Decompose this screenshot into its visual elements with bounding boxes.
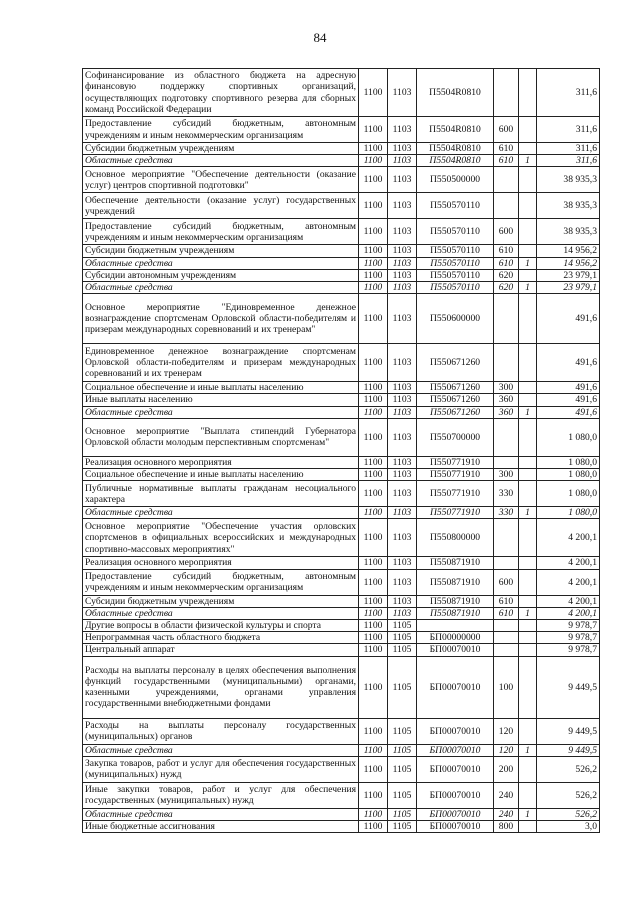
cell-subsection: 1105 (388, 782, 417, 808)
table-row (83, 219, 600, 245)
table-row (83, 193, 600, 219)
cell-name: Основное мероприятие "Обеспечение участия орловских спортсменов в официальных всероссийских и международных спортивно-массовых мероприятиях" (83, 519, 359, 557)
cell-name: Предоставление субсидий бюджетным, автономным учреждениям и иным некоммерческим организациям (83, 219, 359, 245)
cell-target-article: П550871910 (417, 557, 494, 569)
cell-section: 1100 (359, 456, 388, 468)
cell-section: 1100 (359, 294, 388, 344)
budget-table-body (83, 69, 600, 833)
cell-expense-type: 620 (494, 269, 519, 281)
cell-amount: 491,6 (537, 406, 600, 418)
cell-expense-type (494, 620, 519, 632)
table-row (83, 569, 600, 595)
cell-source: 1 (519, 607, 537, 619)
cell-expense-type: 360 (494, 406, 519, 418)
cell-section: 1100 (359, 644, 388, 656)
cell-subsection: 1103 (388, 143, 417, 155)
cell-amount: 38 935,3 (537, 219, 600, 245)
cell-amount: 14 956,2 (537, 257, 600, 269)
table-row (83, 656, 600, 718)
cell-target-article: П550671260 (417, 394, 494, 406)
cell-section: 1100 (359, 821, 388, 833)
cell-amount: 4 200,1 (537, 519, 600, 557)
cell-amount: 3,0 (537, 821, 600, 833)
table-row (83, 469, 600, 481)
cell-expense-type: 300 (494, 469, 519, 481)
table-row (83, 294, 600, 344)
cell-name: Другие вопросы в области физической культуры и спорта (83, 620, 359, 632)
cell-section: 1100 (359, 69, 388, 117)
cell-target-article: П550570110 (417, 193, 494, 219)
cell-section: 1100 (359, 155, 388, 167)
cell-section: 1100 (359, 469, 388, 481)
cell-expense-type: 240 (494, 808, 519, 820)
cell-subsection: 1105 (388, 620, 417, 632)
cell-amount: 491,6 (537, 294, 600, 344)
cell-source: 1 (519, 406, 537, 418)
cell-source: 1 (519, 507, 537, 519)
table-row (83, 418, 600, 456)
cell-source (519, 620, 537, 632)
table-row (83, 167, 600, 193)
cell-name: Иные бюджетные ассигнования (83, 821, 359, 833)
cell-amount: 526,2 (537, 808, 600, 820)
cell-amount: 491,6 (537, 382, 600, 394)
table-row (83, 632, 600, 644)
cell-source (519, 245, 537, 257)
cell-target-article: П550871910 (417, 607, 494, 619)
cell-subsection: 1103 (388, 117, 417, 143)
table-row (83, 718, 600, 744)
cell-source (519, 656, 537, 718)
cell-section: 1100 (359, 632, 388, 644)
cell-name: Субсидии бюджетным учреждениям (83, 143, 359, 155)
cell-target-article: П550570110 (417, 245, 494, 257)
cell-subsection: 1103 (388, 382, 417, 394)
cell-source (519, 557, 537, 569)
table-row (83, 257, 600, 269)
table-row (83, 143, 600, 155)
cell-amount: 526,2 (537, 782, 600, 808)
cell-target-article: П550600000 (417, 294, 494, 344)
cell-target-article: П5504R0810 (417, 69, 494, 117)
table-row (83, 821, 600, 833)
cell-subsection: 1105 (388, 632, 417, 644)
cell-expense-type: 200 (494, 756, 519, 782)
cell-subsection: 1105 (388, 808, 417, 820)
cell-expense-type: 330 (494, 481, 519, 507)
cell-name: Областные средства (83, 744, 359, 756)
budget-table (82, 68, 600, 833)
cell-source (519, 117, 537, 143)
cell-section: 1100 (359, 117, 388, 143)
cell-source (519, 394, 537, 406)
cell-amount: 9 449,5 (537, 744, 600, 756)
cell-name: Непрограммная часть областного бюджета (83, 632, 359, 644)
cell-name: Областные средства (83, 155, 359, 167)
table-row (83, 607, 600, 619)
cell-section: 1100 (359, 620, 388, 632)
cell-source (519, 595, 537, 607)
cell-expense-type: 610 (494, 595, 519, 607)
cell-section: 1100 (359, 756, 388, 782)
cell-target-article (417, 620, 494, 632)
cell-name: Реализация основного мероприятия (83, 557, 359, 569)
cell-amount: 1 080,0 (537, 418, 600, 456)
cell-subsection: 1105 (388, 744, 417, 756)
cell-expense-type: 330 (494, 507, 519, 519)
cell-subsection: 1103 (388, 344, 417, 382)
cell-section: 1100 (359, 519, 388, 557)
cell-amount: 311,6 (537, 69, 600, 117)
cell-target-article: П550771910 (417, 469, 494, 481)
cell-amount: 311,6 (537, 155, 600, 167)
cell-name: Единовременное денежное вознаграждение спортсменам Орловской области-победителям и призерам международных соревнований и их тренерам (83, 344, 359, 382)
table-row (83, 481, 600, 507)
cell-name: Предоставление субсидий бюджетным, автономным учреждениям и иным некоммерческим организациям (83, 117, 359, 143)
cell-source (519, 418, 537, 456)
cell-name: Основное мероприятие "Единовременное денежное вознаграждение спортсменам Орловской области-победителям и призерам международных соревнований и их тренерам" (83, 294, 359, 344)
cell-name: Центральный аппарат (83, 644, 359, 656)
cell-expense-type (494, 632, 519, 644)
cell-section: 1100 (359, 782, 388, 808)
cell-target-article: П550671260 (417, 406, 494, 418)
cell-amount: 14 956,2 (537, 245, 600, 257)
cell-name: Основное мероприятие "Обеспечение деятельности (оказание услуг) центров спортивной подготовки" (83, 167, 359, 193)
cell-section: 1100 (359, 595, 388, 607)
cell-amount: 4 200,1 (537, 569, 600, 595)
cell-target-article: БП00070010 (417, 744, 494, 756)
cell-name: Основное мероприятие "Выплата стипендий Губернатора Орловской области молодым перспективным спортсменам" (83, 418, 359, 456)
cell-subsection: 1105 (388, 821, 417, 833)
cell-source (519, 294, 537, 344)
cell-name: Социальное обеспечение и иные выплаты населению (83, 469, 359, 481)
cell-subsection: 1103 (388, 219, 417, 245)
cell-section: 1100 (359, 245, 388, 257)
cell-expense-type (494, 418, 519, 456)
cell-section: 1100 (359, 344, 388, 382)
cell-source: 1 (519, 282, 537, 294)
cell-source (519, 382, 537, 394)
cell-target-article: П550671260 (417, 344, 494, 382)
cell-section: 1100 (359, 143, 388, 155)
cell-source (519, 269, 537, 281)
cell-target-article: П550500000 (417, 167, 494, 193)
cell-amount: 1 080,0 (537, 481, 600, 507)
cell-subsection: 1105 (388, 644, 417, 656)
cell-subsection: 1103 (388, 418, 417, 456)
table-row (83, 595, 600, 607)
cell-amount: 4 200,1 (537, 607, 600, 619)
cell-expense-type: 600 (494, 219, 519, 245)
table-row (83, 644, 600, 656)
cell-expense-type (494, 456, 519, 468)
cell-amount: 23 979,1 (537, 282, 600, 294)
cell-expense-type: 610 (494, 257, 519, 269)
cell-amount: 9 978,7 (537, 632, 600, 644)
cell-amount: 491,6 (537, 394, 600, 406)
cell-target-article: П5504R0810 (417, 155, 494, 167)
cell-name: Социальное обеспечение и иные выплаты населению (83, 382, 359, 394)
cell-source: 1 (519, 808, 537, 820)
cell-subsection: 1103 (388, 406, 417, 418)
cell-name: Закупка товаров, работ и услуг для обеспечения государственных (муниципальных) нужд (83, 756, 359, 782)
cell-section: 1100 (359, 607, 388, 619)
cell-subsection: 1103 (388, 607, 417, 619)
table-row (83, 507, 600, 519)
cell-subsection: 1103 (388, 519, 417, 557)
cell-section: 1100 (359, 557, 388, 569)
cell-section: 1100 (359, 808, 388, 820)
table-row (83, 782, 600, 808)
cell-target-article: П550771910 (417, 456, 494, 468)
cell-subsection: 1103 (388, 481, 417, 507)
cell-expense-type: 610 (494, 245, 519, 257)
cell-name: Иные выплаты населению (83, 394, 359, 406)
cell-name: Субсидии бюджетным учреждениям (83, 595, 359, 607)
cell-amount: 23 979,1 (537, 269, 600, 281)
cell-amount: 1 080,0 (537, 469, 600, 481)
cell-expense-type: 300 (494, 382, 519, 394)
cell-name: Областные средства (83, 257, 359, 269)
cell-section: 1100 (359, 257, 388, 269)
cell-source (519, 69, 537, 117)
cell-subsection: 1103 (388, 245, 417, 257)
table-row (83, 117, 600, 143)
page-number: 84 (313, 30, 327, 45)
cell-subsection: 1105 (388, 656, 417, 718)
table-row (83, 620, 600, 632)
cell-source (519, 718, 537, 744)
cell-subsection: 1103 (388, 469, 417, 481)
cell-expense-type (494, 644, 519, 656)
cell-subsection: 1103 (388, 595, 417, 607)
cell-subsection: 1105 (388, 756, 417, 782)
cell-source (519, 143, 537, 155)
cell-target-article: БП00070010 (417, 808, 494, 820)
cell-expense-type: 600 (494, 569, 519, 595)
cell-target-article: П550871910 (417, 569, 494, 595)
table-row (83, 69, 600, 117)
cell-name: Иные закупки товаров, работ и услуг для обеспечения государственных (муниципальных) нужд (83, 782, 359, 808)
cell-source (519, 469, 537, 481)
cell-target-article: БП00000000 (417, 632, 494, 644)
cell-source (519, 344, 537, 382)
cell-expense-type: 800 (494, 821, 519, 833)
cell-name: Областные средства (83, 507, 359, 519)
cell-section: 1100 (359, 219, 388, 245)
cell-source (519, 821, 537, 833)
cell-subsection: 1103 (388, 294, 417, 344)
cell-name: Расходы на выплаты персоналу государственных (муниципальных) органов (83, 718, 359, 744)
cell-expense-type: 610 (494, 607, 519, 619)
cell-subsection: 1105 (388, 718, 417, 744)
cell-source (519, 167, 537, 193)
cell-section: 1100 (359, 269, 388, 281)
cell-name: Областные средства (83, 406, 359, 418)
cell-amount: 38 935,3 (537, 167, 600, 193)
cell-name: Обеспечение деятельности (оказание услуг) государственных учреждений (83, 193, 359, 219)
cell-name: Предоставление субсидий бюджетным, автономным учреждениям и иным некоммерческим организациям (83, 569, 359, 595)
table-row (83, 269, 600, 281)
cell-amount: 9 449,5 (537, 718, 600, 744)
cell-amount: 4 200,1 (537, 557, 600, 569)
cell-section: 1100 (359, 282, 388, 294)
cell-section: 1100 (359, 481, 388, 507)
cell-target-article: БП00070010 (417, 656, 494, 718)
cell-expense-type: 600 (494, 117, 519, 143)
table-row (83, 245, 600, 257)
cell-section: 1100 (359, 569, 388, 595)
cell-expense-type (494, 69, 519, 117)
table-row (83, 282, 600, 294)
cell-source (519, 644, 537, 656)
cell-name: Расходы на выплаты персоналу в целях обеспечения выполнения функций государственными (муниципальными) органами, казенными учреждениями, органами управления государственными внебюджетными фондами (83, 656, 359, 718)
cell-expense-type: 610 (494, 143, 519, 155)
cell-expense-type (494, 167, 519, 193)
table-row (83, 756, 600, 782)
cell-amount: 526,2 (537, 756, 600, 782)
cell-amount: 9 449,5 (537, 656, 600, 718)
cell-section: 1100 (359, 656, 388, 718)
cell-source: 1 (519, 155, 537, 167)
cell-target-article: БП00070010 (417, 821, 494, 833)
cell-subsection: 1103 (388, 394, 417, 406)
cell-section: 1100 (359, 718, 388, 744)
cell-amount: 38 935,3 (537, 193, 600, 219)
cell-target-article: П550871910 (417, 595, 494, 607)
table-row (83, 406, 600, 418)
cell-source (519, 569, 537, 595)
cell-source: 1 (519, 257, 537, 269)
table-row (83, 382, 600, 394)
cell-source (519, 456, 537, 468)
cell-name: Софинансирование из областного бюджета на адресную финансовую поддержку спортивных организаций, осуществляющих подготовку спортивного резерва для сборных команд Российской Федерации (83, 69, 359, 117)
table-row (83, 744, 600, 756)
cell-section: 1100 (359, 744, 388, 756)
cell-subsection: 1103 (388, 257, 417, 269)
cell-section: 1100 (359, 406, 388, 418)
table-row (83, 155, 600, 167)
cell-target-article: П550570110 (417, 269, 494, 281)
table-row (83, 808, 600, 820)
cell-subsection: 1103 (388, 269, 417, 281)
cell-subsection: 1103 (388, 193, 417, 219)
cell-source (519, 219, 537, 245)
cell-subsection: 1103 (388, 557, 417, 569)
cell-source (519, 193, 537, 219)
cell-subsection: 1103 (388, 69, 417, 117)
cell-section: 1100 (359, 193, 388, 219)
cell-name: Областные средства (83, 808, 359, 820)
cell-amount: 1 080,0 (537, 507, 600, 519)
cell-target-article: П550570110 (417, 257, 494, 269)
cell-expense-type: 360 (494, 394, 519, 406)
table-row (83, 394, 600, 406)
cell-subsection: 1103 (388, 282, 417, 294)
cell-expense-type: 610 (494, 155, 519, 167)
cell-name: Субсидии автономным учреждениям (83, 269, 359, 281)
cell-target-article: П5504R0810 (417, 117, 494, 143)
cell-target-article: П550771910 (417, 481, 494, 507)
table-row (83, 344, 600, 382)
cell-target-article: П550700000 (417, 418, 494, 456)
cell-expense-type: 120 (494, 744, 519, 756)
table-row (83, 519, 600, 557)
cell-expense-type: 120 (494, 718, 519, 744)
cell-section: 1100 (359, 507, 388, 519)
cell-name: Публичные нормативные выплаты гражданам несоциального характера (83, 481, 359, 507)
cell-expense-type (494, 519, 519, 557)
cell-section: 1100 (359, 167, 388, 193)
cell-amount: 4 200,1 (537, 595, 600, 607)
cell-amount: 491,6 (537, 344, 600, 382)
cell-amount: 311,6 (537, 117, 600, 143)
cell-subsection: 1103 (388, 456, 417, 468)
cell-amount: 1 080,0 (537, 456, 600, 468)
cell-target-article: БП00070010 (417, 718, 494, 744)
cell-amount: 9 978,7 (537, 644, 600, 656)
cell-expense-type: 100 (494, 656, 519, 718)
cell-name: Субсидии бюджетным учреждениям (83, 245, 359, 257)
cell-target-article: П550800000 (417, 519, 494, 557)
cell-amount: 9 978,7 (537, 620, 600, 632)
cell-name: Областные средства (83, 607, 359, 619)
cell-subsection: 1103 (388, 569, 417, 595)
cell-expense-type (494, 193, 519, 219)
cell-target-article: П550771910 (417, 507, 494, 519)
cell-subsection: 1103 (388, 507, 417, 519)
cell-source (519, 632, 537, 644)
cell-expense-type (494, 294, 519, 344)
cell-target-article: БП00070010 (417, 782, 494, 808)
cell-name: Областные средства (83, 282, 359, 294)
cell-amount: 311,6 (537, 143, 600, 155)
cell-source: 1 (519, 744, 537, 756)
cell-subsection: 1103 (388, 167, 417, 193)
cell-target-article: П550671260 (417, 382, 494, 394)
cell-target-article: П550570110 (417, 219, 494, 245)
cell-section: 1100 (359, 394, 388, 406)
table-row (83, 456, 600, 468)
cell-target-article: БП00070010 (417, 756, 494, 782)
cell-target-article: П5504R0810 (417, 143, 494, 155)
cell-expense-type (494, 344, 519, 382)
cell-expense-type: 620 (494, 282, 519, 294)
cell-target-article: БП00070010 (417, 644, 494, 656)
cell-name: Реализация основного мероприятия (83, 456, 359, 468)
cell-expense-type (494, 557, 519, 569)
cell-source (519, 756, 537, 782)
cell-section: 1100 (359, 382, 388, 394)
cell-subsection: 1103 (388, 155, 417, 167)
cell-source (519, 481, 537, 507)
cell-source (519, 782, 537, 808)
table-row (83, 557, 600, 569)
cell-expense-type: 240 (494, 782, 519, 808)
cell-target-article: П550570110 (417, 282, 494, 294)
cell-source (519, 519, 537, 557)
cell-section: 1100 (359, 418, 388, 456)
